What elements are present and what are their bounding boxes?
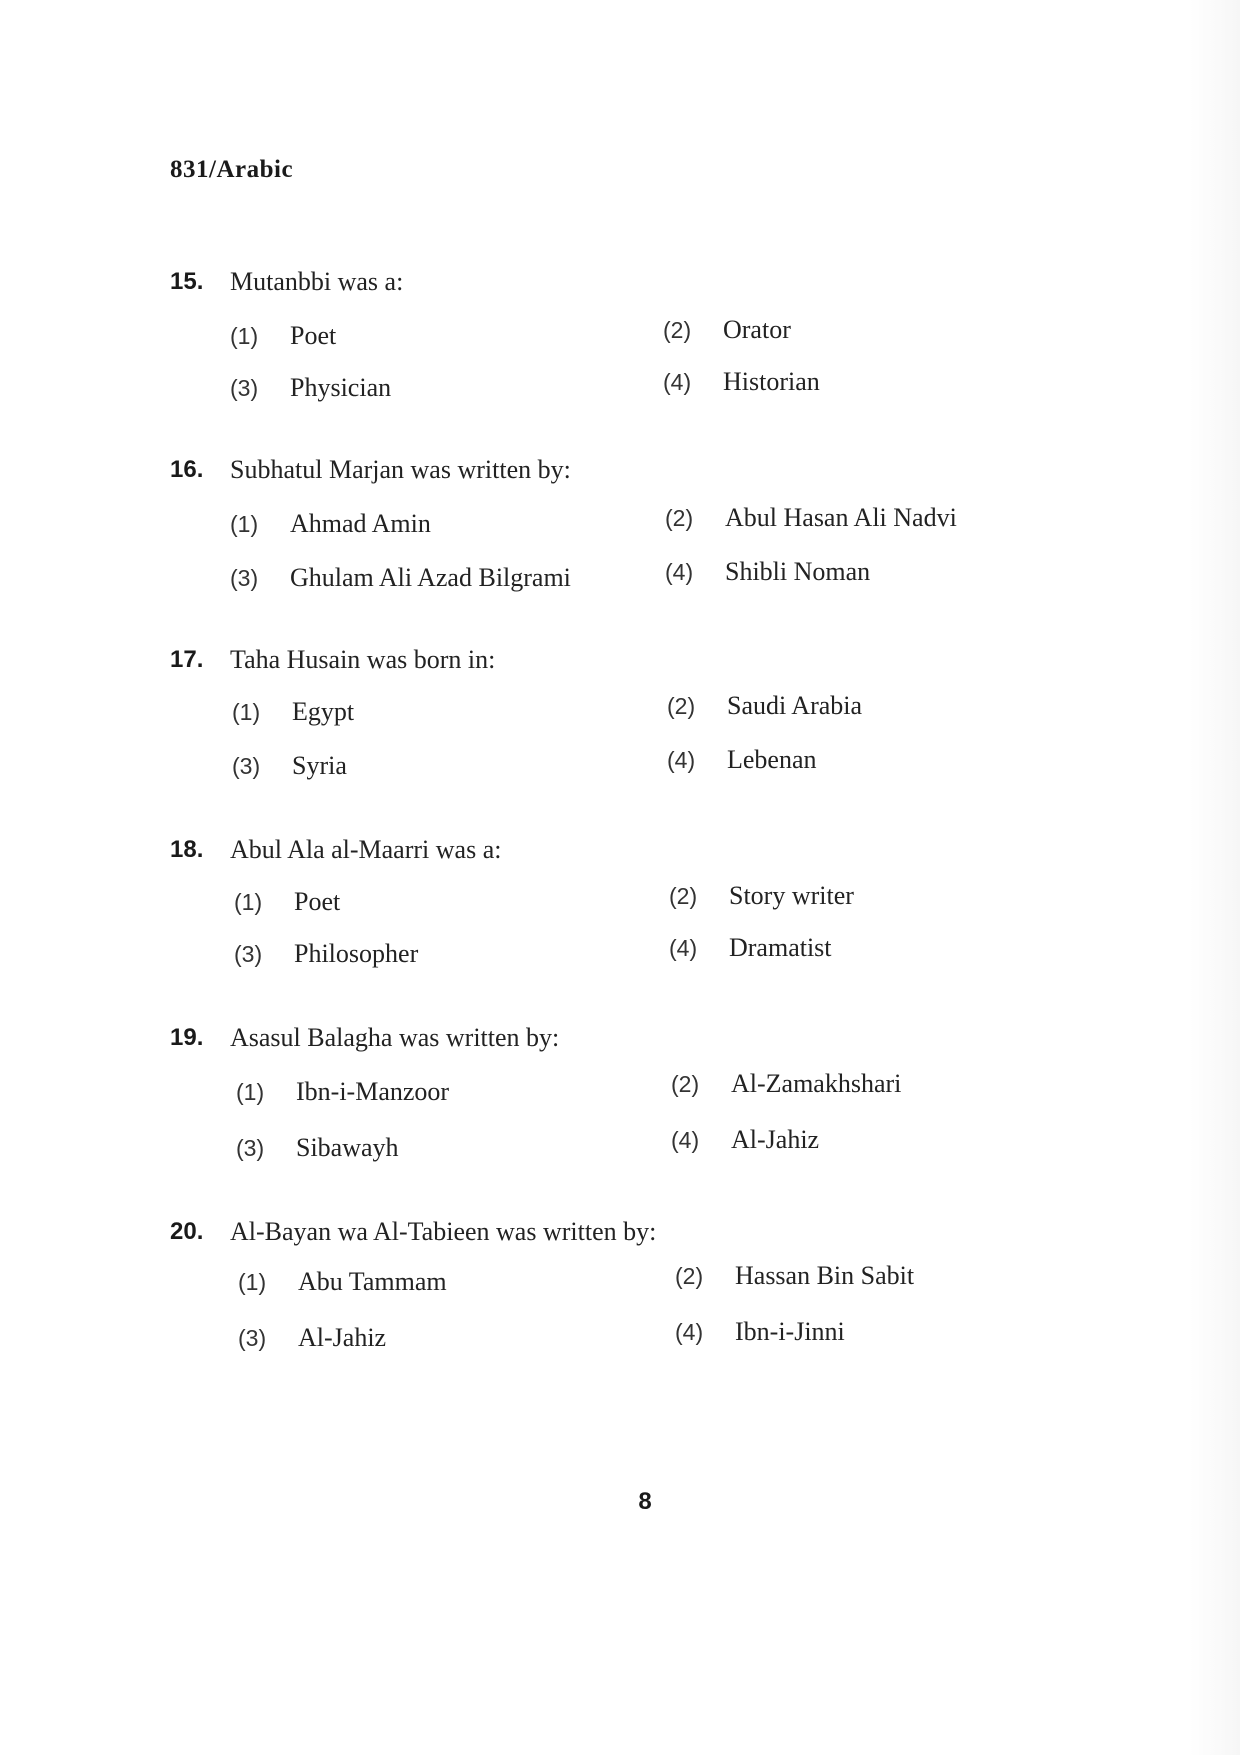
question-18: [170, 830, 1070, 968]
option-text: Hassan Bin Sabit: [735, 1261, 915, 1290]
option-label: (4): [663, 369, 692, 395]
option-text: Story writer: [729, 881, 854, 910]
question-text: Mutanbbi was a:: [230, 267, 404, 296]
option-label: (1): [232, 699, 261, 725]
option-text: Physician: [290, 373, 392, 402]
option-text: Al-Jahiz: [731, 1125, 820, 1154]
question-text: Taha Husain was born in:: [230, 645, 496, 674]
question-16: [170, 450, 1070, 592]
question-number: 16.: [170, 456, 204, 483]
option-label: (2): [663, 317, 692, 343]
option-label: (3): [238, 1325, 267, 1351]
option-text: Abu Tammam: [298, 1267, 447, 1296]
option-text: Historian: [723, 367, 820, 396]
paper-code-header: 831/Arabic: [170, 156, 294, 183]
option-text: Ghulam Ali Azad Bilgrami: [290, 563, 571, 592]
option-label: (4): [669, 935, 698, 961]
question-number: 17.: [170, 646, 204, 673]
option-text: Lebenan: [727, 745, 817, 774]
option-label: (1): [230, 511, 259, 537]
option-text: Abul Hasan Ali Nadvi: [725, 503, 957, 532]
question-19: [170, 1018, 1070, 1162]
option-label: (1): [230, 323, 259, 349]
option-text: Al-Jahiz: [298, 1323, 387, 1352]
option-label: (1): [234, 889, 263, 915]
option-label: (4): [665, 559, 694, 585]
question-text: Asasul Balagha was written by:: [230, 1023, 560, 1052]
question-number: 18.: [170, 836, 204, 863]
option-label: (2): [667, 693, 696, 719]
option-label: (3): [230, 565, 259, 591]
option-text: Ibn-i-Manzoor: [296, 1077, 450, 1106]
page-number: 8: [638, 1488, 652, 1515]
option-label: (3): [234, 941, 263, 967]
option-label: (2): [671, 1071, 700, 1097]
option-label: (2): [665, 505, 694, 531]
question-number: 20.: [170, 1218, 204, 1245]
option-label: (1): [236, 1079, 265, 1105]
option-text: Orator: [723, 315, 791, 344]
option-text: Al-Zamakhshari: [731, 1069, 902, 1098]
option-text: Sibawayh: [296, 1133, 399, 1162]
option-label: (3): [230, 375, 259, 401]
option-text: Philosopher: [294, 939, 419, 968]
option-label: (4): [671, 1127, 700, 1153]
option-label: (4): [667, 747, 696, 773]
question-20: [170, 1212, 1070, 1352]
question-17: [170, 640, 1070, 780]
question-text: Al-Bayan wa Al-Tabieen was written by:: [230, 1217, 657, 1246]
question-text: Subhatul Marjan was written by:: [230, 455, 571, 484]
option-text: Ibn-i-Jinni: [735, 1317, 845, 1346]
option-text: Saudi Arabia: [727, 691, 863, 720]
option-text: Poet: [294, 887, 341, 916]
question-number: 19.: [170, 1024, 204, 1051]
option-label: (3): [236, 1135, 265, 1161]
option-label: (2): [669, 883, 698, 909]
option-label: (1): [238, 1269, 267, 1295]
option-text: Egypt: [292, 697, 355, 726]
option-label: (4): [675, 1319, 704, 1345]
option-text: Poet: [290, 321, 337, 350]
option-text: Ahmad Amin: [290, 509, 431, 538]
option-text: Shibli Noman: [725, 557, 871, 586]
question-15: [170, 262, 1070, 402]
option-text: Syria: [292, 751, 347, 780]
question-number: 15.: [170, 268, 204, 295]
option-text: Dramatist: [729, 933, 832, 962]
option-label: (2): [675, 1263, 704, 1289]
question-text: Abul Ala al-Maarri was a:: [230, 835, 502, 864]
option-label: (3): [232, 753, 261, 779]
